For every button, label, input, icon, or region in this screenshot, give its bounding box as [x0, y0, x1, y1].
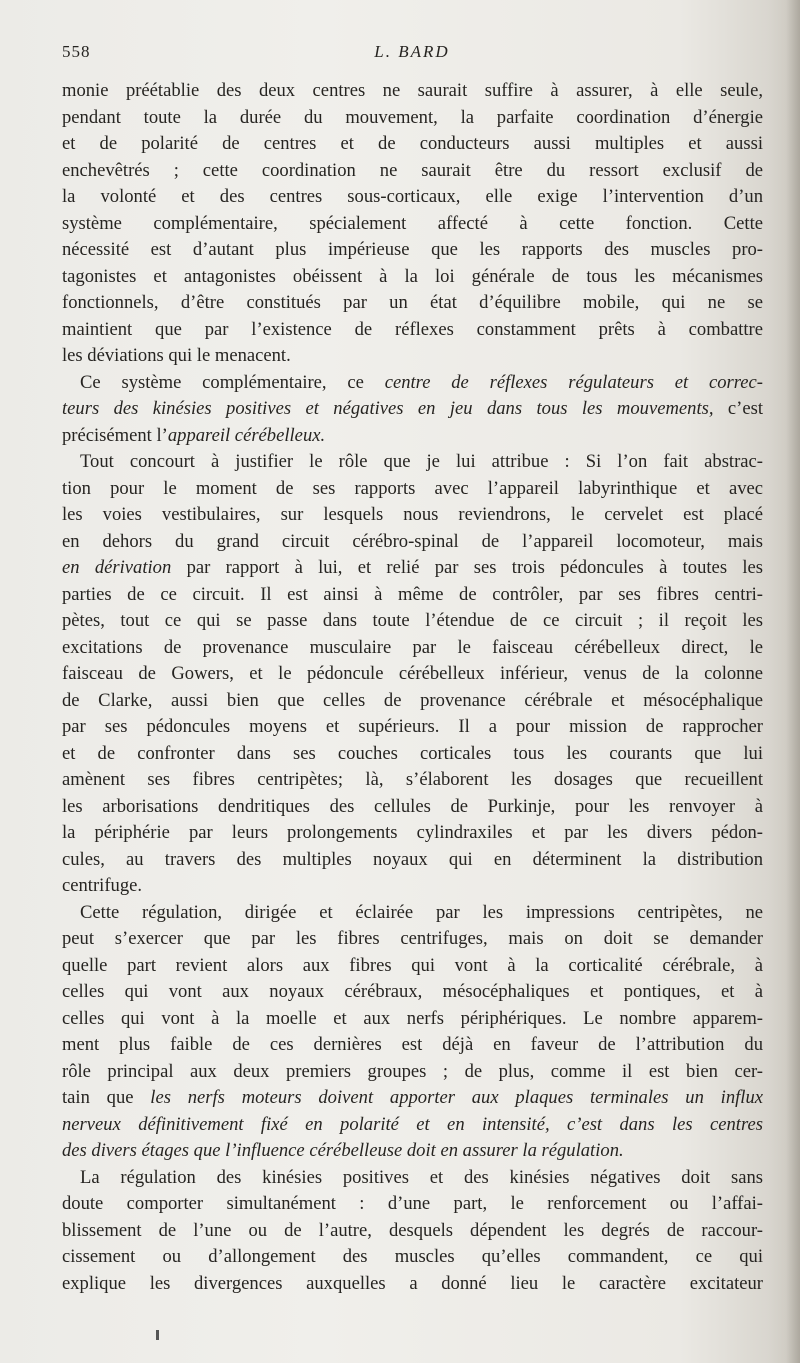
text-line — [62, 741, 763, 768]
text-line — [62, 290, 763, 317]
line-text: les arborisations dendritiques des cellules de Purkinje, pour les renvoyer à — [62, 795, 763, 817]
line-text: Cette régulation, dirigée et éclairée par les impressions centripètes, ne — [80, 901, 763, 923]
text-line — [62, 449, 763, 476]
line-text: Tout concourt à justifier le rôle que je lui attribue : Si l’on fait abstrac- — [80, 451, 763, 472]
text-line — [62, 131, 763, 158]
line-text: faisceau de Gowers, et le pédoncule cérébelleux inférieur, venus de la colonne — [62, 663, 763, 684]
line-text: tagonistes et antagonistes obéissent à la loi générale de tous les mécanismes — [62, 265, 763, 287]
text-line — [62, 635, 763, 662]
text-line — [62, 264, 763, 291]
text-line — [62, 317, 763, 344]
text-line — [62, 78, 763, 105]
page-edge-shadow — [786, 0, 800, 1363]
line-text: amènent ses fibres centripètes; là, s’élaborent les dosages que recueillent — [62, 769, 763, 790]
line-text: celles qui vont aux noyaux cérébraux, mésocéphaliques et pontiques, et à — [62, 981, 763, 1002]
text-line — [62, 502, 763, 529]
italic-text: des divers étages que l’influence cérébelleuse doit en assurer la régulation. — [62, 1140, 624, 1161]
line-text: pètes, tout ce qui se passe dans toute l’étendue de ce circuit ; il reçoit les — [62, 610, 763, 631]
text-line — [62, 873, 763, 900]
text-line — [62, 476, 763, 503]
text-line — [62, 237, 763, 264]
line-text: de Clarke, aussi bien que celles de provenance cérébrale et mésocéphalique — [62, 689, 763, 711]
italic-text: appareil cérébelleux. — [167, 424, 326, 446]
line-text: explique les divergences auxquelles a donné lieu le caractère excitateur — [62, 1272, 763, 1294]
text-line — [62, 794, 763, 821]
line-text: cules, au travers des multiples noyaux qui en déterminent la distribution — [62, 848, 763, 870]
line-text: les voies vestibulaires, sur lesquels nous reviendrons, le cervelet est placé — [62, 504, 763, 525]
italic-text: les nerfs moteurs doivent apporter aux plaques terminales un influx — [150, 1087, 763, 1108]
line-text: enchevêtrés ; cette coordination ne saurait être du ressort exclusif de — [62, 159, 763, 181]
text-line — [62, 1191, 763, 1218]
line-text: par ses pédoncules moyens et supérieurs. Il a pour mission de rapprocher — [62, 716, 763, 737]
body-text — [62, 78, 763, 1297]
text-line — [62, 1244, 763, 1271]
text-line — [62, 1085, 763, 1112]
text-line — [62, 900, 763, 927]
text-line — [62, 926, 763, 953]
line-text: La régulation des kinésies positives et des kinésies négatives doit sans — [80, 1166, 763, 1188]
text-line — [62, 396, 763, 423]
text-line — [62, 1165, 763, 1192]
line-text: Ce système complémentaire, ce — [80, 371, 385, 393]
text-line — [62, 1271, 763, 1298]
page-header — [62, 42, 762, 66]
line-text: quelle part revient alors aux fibres qui vont à la corticalité cérébrale, à — [62, 954, 763, 976]
line-text: centrifuge. — [62, 875, 143, 896]
text-line — [62, 370, 763, 397]
line-text: en dehors du grand circuit cérébro-spinal de l’appareil locomoteur, mais — [62, 530, 763, 552]
line-text: précisément l’ — [62, 424, 168, 446]
text-line — [62, 820, 763, 847]
line-text: la volonté et des centres sous-corticaux, elle exige l’intervention d’un — [62, 186, 763, 207]
line-text: maintient que par l’existence de réflexes constamment prêts à combattre — [62, 318, 763, 340]
line-text: système complémentaire, spécialement affecté à cette fonction. Cette — [62, 212, 763, 234]
line-text: pendant toute la durée du mouvement, la parfaite coordination d’énergie — [62, 106, 763, 128]
line-text: tion pour le moment de ses rapports avec l’appareil labyrinthique et avec — [62, 477, 763, 499]
line-text: et de confronter dans ses couches corticales tous les courants que lui — [62, 742, 763, 764]
running-head: L. BARD — [374, 42, 450, 61]
text-line — [62, 555, 763, 582]
line-text: nécessité est d’autant plus impérieuse que les rapports des muscles pro- — [62, 239, 763, 260]
text-line — [62, 423, 763, 450]
italic-text: teurs des kinésies positives et négatives en jeu dans tous les mouvements, — [62, 398, 714, 419]
line-text: parties de ce circuit. Il est ainsi à même de contrôler, par ses fibres centri- — [62, 583, 763, 605]
line-text: blissement de l’une ou de l’autre, desquels dépendent les degrés de raccour- — [62, 1219, 763, 1241]
line-text: par rapport à lui, et relié par ses trois pédoncules à toutes les — [171, 557, 763, 578]
line-text: celles qui vont à la moelle et aux nerfs périphériques. Le nombre apparem- — [62, 1007, 763, 1029]
text-line — [62, 847, 763, 874]
line-text: ment plus faible de ces dernières est déjà en faveur de l’attribution du — [62, 1034, 763, 1055]
page-number: 558 — [62, 42, 91, 61]
text-line — [62, 184, 763, 211]
line-text: et de polarité de centres et de conducteurs aussi multiples et aussi — [62, 133, 763, 154]
text-line — [62, 343, 763, 370]
text-line — [62, 158, 763, 185]
text-line — [62, 1006, 763, 1033]
line-text: excitations de provenance musculaire par le faisceau cérébelleux direct, le — [62, 636, 763, 658]
text-line — [62, 1218, 763, 1245]
text-line — [62, 582, 763, 609]
line-text: tain que — [62, 1087, 151, 1108]
line-text: la périphérie par leurs prolongements cylindraxiles et par les divers pédon- — [62, 822, 763, 843]
line-text: doute comporter simultanément : d’une part, le renforcement ou l’affai- — [62, 1193, 763, 1214]
text-line — [62, 979, 763, 1006]
italic-text: en dérivation — [62, 557, 172, 578]
text-line — [62, 105, 763, 132]
text-line — [62, 953, 763, 980]
print-mark — [156, 1330, 159, 1340]
text-line — [62, 767, 763, 794]
text-line — [62, 1059, 763, 1086]
text-line — [62, 688, 763, 715]
text-line — [62, 211, 763, 238]
text-line — [62, 1138, 763, 1165]
line-text: rôle principal aux deux premiers groupes ; de plus, comme il est bien cer- — [62, 1060, 763, 1082]
text-line — [62, 529, 763, 556]
italic-text: nerveux définitivement fixé en polarité et en intensité, c’est dans les centres — [62, 1113, 763, 1135]
line-text: les déviations qui le menacent. — [62, 345, 291, 366]
text-line — [62, 714, 763, 741]
text-line — [62, 608, 763, 635]
text-line — [62, 1032, 763, 1059]
line-text: monie préétablie des deux centres ne saurait suffire à assurer, à elle seule, — [62, 80, 763, 101]
line-text: peut s’exercer que par les fibres centrifuges, mais on doit se demander — [62, 928, 763, 949]
italic-text: centre de réflexes régulateurs et correc- — [384, 371, 763, 393]
line-text: cissement ou d’allongement des muscles qu’elles commandent, ce qui — [62, 1246, 763, 1267]
text-line — [62, 1112, 763, 1139]
text-line — [62, 661, 763, 688]
line-text: c’est — [713, 398, 763, 419]
line-text: fonctionnels, d’être constitués par un état d’équilibre mobile, qui ne se — [62, 292, 763, 313]
